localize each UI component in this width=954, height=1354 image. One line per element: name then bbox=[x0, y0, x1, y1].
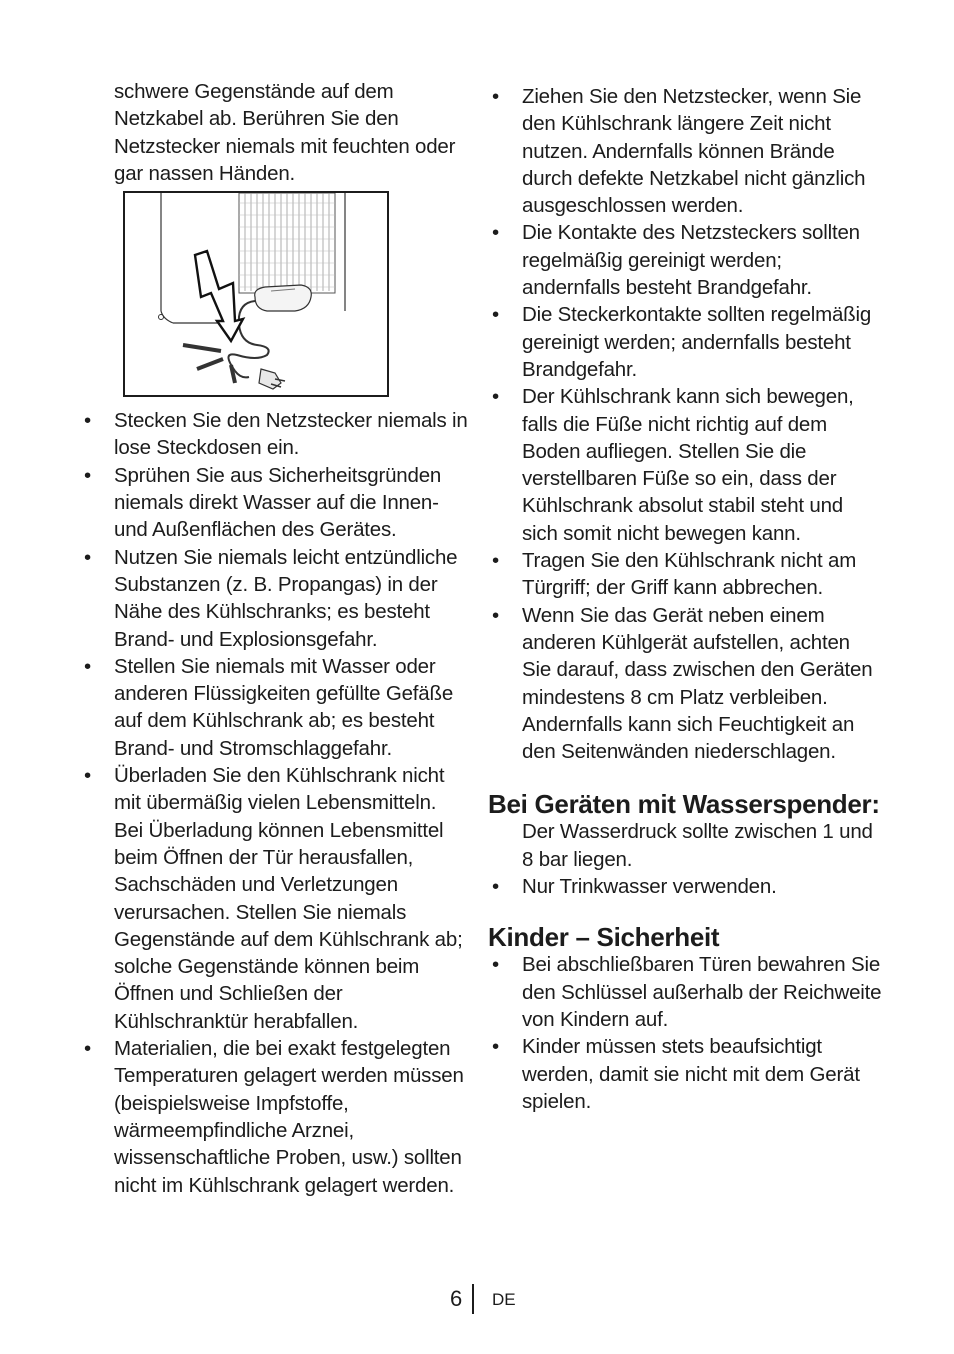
list-item: • Materialien, die bei exakt festgelegten Temperaturen gelagert werden müssen (beispielsweise Impfstoffe, wärmeempfindliche Arznei, wissenschaftliche Proben, usw.) sollten nicht im Kühlschrank gelagert werden. bbox=[80, 1035, 470, 1199]
list-item: • Überladen Sie den Kühlschrank nicht mit übermäßig vielen Lebensmitteln. Bei Überladung können Lebensmittel beim Öffnen der Tür herausfallen, Sachschäden und Verletzungen verursachen. Stellen Sie niemals Gegenstände auf dem Kühlschrank ab; solche Gegenstände können beim Öffnen und Schließen der Kühlschranktür herabfallen. bbox=[80, 762, 470, 1035]
plug-warning-icon bbox=[125, 193, 389, 397]
child-safety-list bbox=[488, 951, 883, 1115]
list-item: • Stellen Sie niemals mit Wasser oder anderen Flüssigkeiten gefüllte Gefäße auf dem Kühlschrank ab; es besteht Brand- und Stromschlaggefahr. bbox=[80, 653, 470, 762]
list-item: • Der Kühlschrank kann sich bewegen, falls die Füße nicht richtig auf dem Boden aufliegen. Stellen Sie die verstellbaren Füße so ein, dass der Kühlschrank absolut stabil steht und sich somit nicht bewegen kann. bbox=[488, 383, 883, 547]
footer-divider bbox=[472, 1284, 474, 1314]
list-item: • Die Kontakte des Netzsteckers sollten regelmäßig gereinigt werden; andernfalls besteht Brandgefahr. bbox=[488, 219, 883, 301]
water-dispenser-list bbox=[488, 873, 883, 900]
list-item: • Die Steckerkontakte sollten regelmäßig gereinigt werden; andernfalls besteht Brandgefahr. bbox=[488, 301, 883, 383]
list-item: • Sprühen Sie aus Sicherheitsgründen niemals direkt Wasser auf die Innen- und Außenflächen des Gerätes. bbox=[80, 462, 470, 544]
list-item: • Bei abschließbaren Türen bewahren Sie den Schlüssel außerhalb der Reichweite von Kindern auf. bbox=[488, 951, 883, 1033]
list-item: • Kinder müssen stets beaufsichtigt werden, damit sie nicht mit dem Gerät spielen. bbox=[488, 1033, 883, 1115]
right-bullet-list bbox=[488, 83, 883, 765]
plug-warning-illustration bbox=[123, 191, 389, 397]
left-bullet-list bbox=[80, 407, 470, 1199]
list-item: • Tragen Sie den Kühlschrank nicht am Türgriff; der Griff kann abbrechen. bbox=[488, 547, 883, 602]
page-number: 6 bbox=[450, 1286, 463, 1311]
language-code: DE bbox=[492, 1290, 516, 1309]
list-item: • Nutzen Sie niemals leicht entzündliche Substanzen (z. B. Propangas) in der Nähe des Kühlschranks; es besteht Brand- und Explosionsgefahr. bbox=[80, 544, 470, 653]
left-column bbox=[80, 78, 470, 1199]
list-item: • Wenn Sie das Gerät neben einem anderen Kühlgerät aufstellen, achten Sie darauf, dass zwischen den Geräten mindestens 8 cm Platz verbleiben. Andernfalls kann sich Feuchtigkeit an den Seitenwänden niederschlagen. bbox=[488, 602, 883, 766]
list-item: • Ziehen Sie den Netzstecker, wenn Sie den Kühlschrank längere Zeit nicht nutzen. Andernfalls können Brände durch defekte Netzkabel nicht gänzlich ausgeschlossen werden. bbox=[488, 83, 883, 219]
water-pressure-paragraph: Der Wasserdruck sollte zwischen 1 und 8 bar liegen. bbox=[522, 820, 873, 871]
page-footer bbox=[0, 1284, 954, 1316]
child-safety-heading: Kinder – Sicherheit bbox=[488, 922, 720, 953]
water-dispenser-heading: Bei Geräten mit Wasserspender: bbox=[488, 789, 880, 820]
right-column bbox=[488, 83, 883, 1115]
intro-paragraph: schwere Gegenstände auf dem Netzkabel ab. Berühren Sie den Netzstecker niemals mit feuchten oder gar nassen Händen. bbox=[114, 80, 456, 185]
list-item: • Stecken Sie den Netzstecker niemals in lose Steckdosen ein. bbox=[80, 407, 470, 462]
list-item: • Nur Trinkwasser verwenden. bbox=[488, 873, 883, 900]
